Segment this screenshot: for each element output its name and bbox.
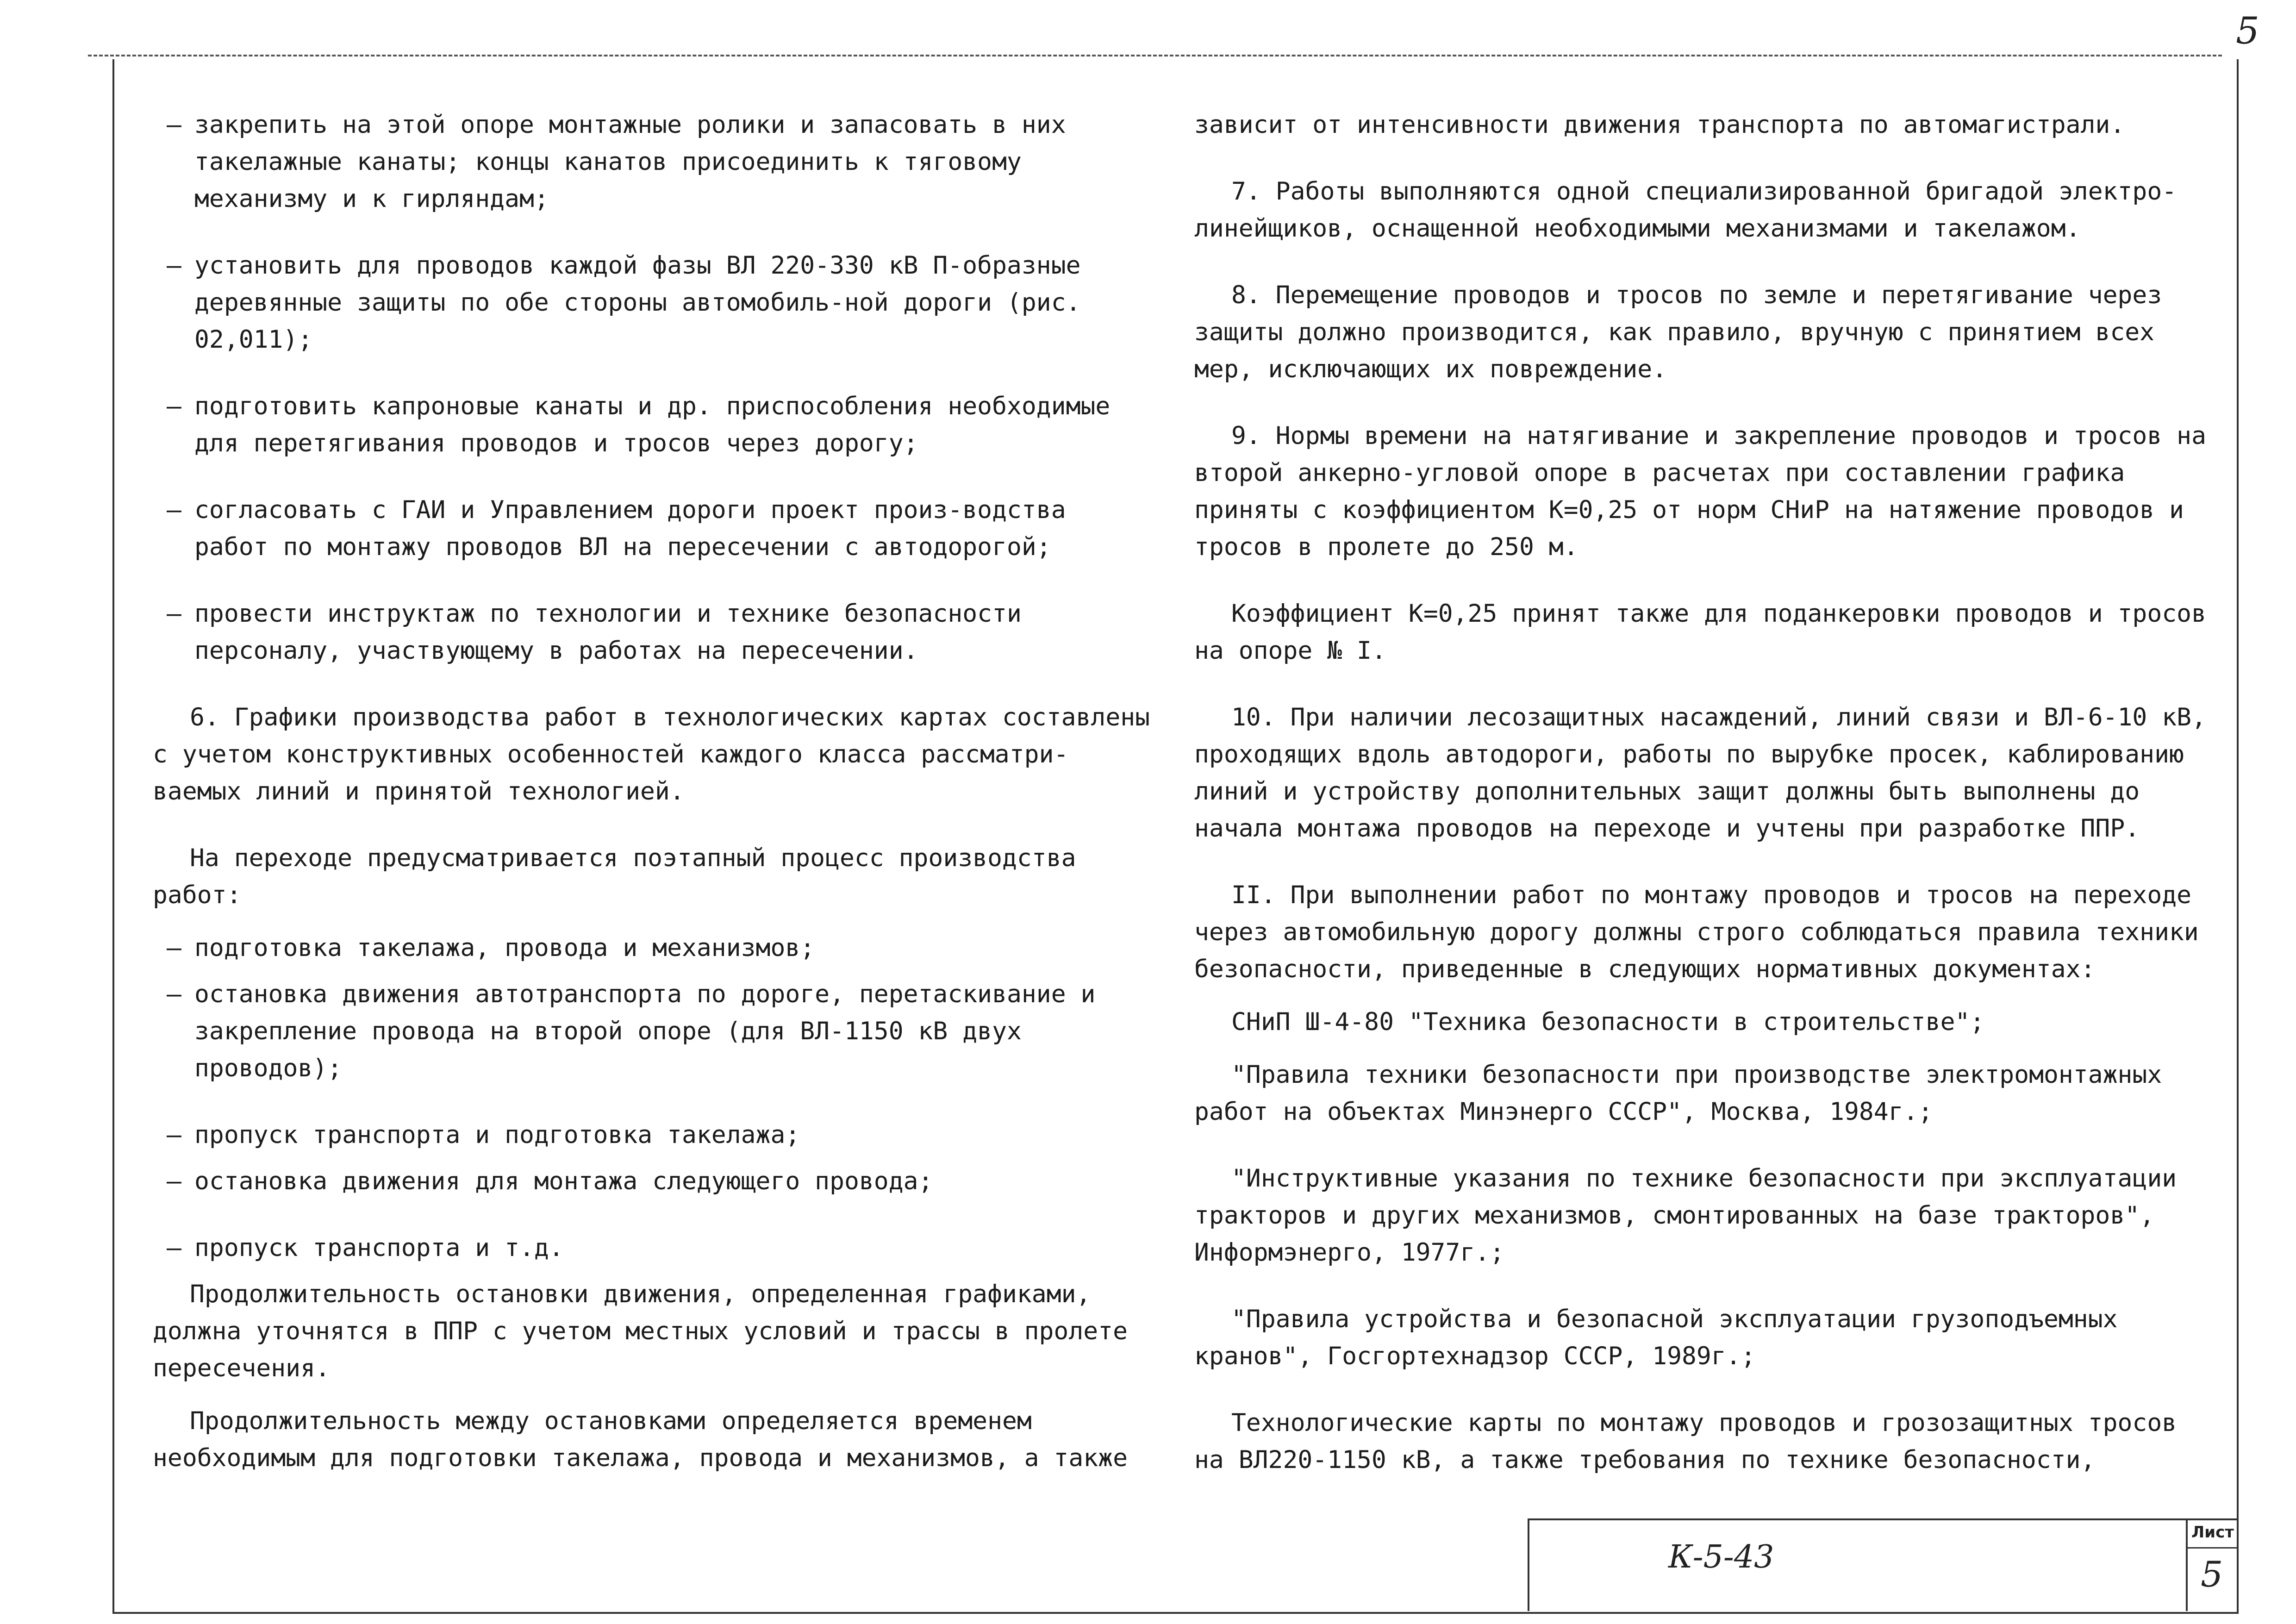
list-dash: – [167,392,181,420]
reference-crane-rules: "Правила устройства и безопасной эксплуатации грузоподъемных кранов", Госгортехнадзор СССР, 1989г.; [1194,1305,2118,1370]
paragraph-coefficient: Коэффициент К=0,25 принят также для поданкеровки проводов и тросов на опоре № I. [1194,600,2206,665]
list-dash: – [167,251,181,280]
list-item [153,492,1153,566]
list-dash: – [167,111,181,139]
paragraph-between-stops: Продолжительность между остановками определяется временем необходимым для подготовки такелажа, провода и механизмов, а также [153,1407,1128,1472]
paragraph-duration: Продолжительность остановки движения, определенная графиками, должна уточнятся в ППР с учетом местных условий и трассы в пролете пересечения. [153,1280,1128,1382]
sheet-number: 5 [2201,1554,2223,1595]
paragraph-10: 10. При наличии лесозащитных насаждений, линий связи и ВЛ-6-10 кВ, проходящих вдоль автодороги, работы по вырубке просек, каблированию линий и устройству дополнительных защит должны быть выполнены до начала монтажа проводов на переходе и учтены при разработке ППР. [1194,703,2206,843]
list-item-text: пропуск транспорта и т.д. [194,1234,564,1262]
list-item-text: подготовить капроновые канаты и др. приспособления необходимые для перетягивания проводов и тросов через дорогу; [194,392,1111,457]
reference-snip: СНиП Ш-4-80 "Техника безопасности в строительстве"; [1231,1008,1985,1036]
reference-tractor-instructions: "Инструктивные указания по технике безопасности при эксплуатации тракторов и других механизмов, смонтированных на базе тракторов", Информэнерго, 1977г.; [1194,1164,2177,1267]
corner-page-number: 5 [2236,9,2259,52]
list-item-text: согласовать с ГАИ и Управлением дороги проект произ-водства работ по монтажу проводов ВЛ на пересечении с автодорогой; [194,496,1066,561]
list-item [153,976,1153,1087]
paragraph-stages-intro: На переходе предусматривается поэтапный процесс производства работ: [153,844,1076,909]
list-item-text: закрепить на этой опоре монтажные ролики и запасовать в них такелажные канаты; концы канатов присоединить к тяговому механизму и к гирляндам; [194,111,1066,213]
list-item [153,1230,1153,1267]
list-item [153,1163,1153,1200]
list-item [153,247,1153,358]
sheet-label: Лист [2191,1523,2234,1542]
list-dash: – [167,980,181,1008]
list-dash: – [167,1234,181,1262]
list-item-text: провести инструктаж по технологии и технике безопасности персоналу, участвующему в работах на пересечении. [194,600,1022,665]
list-dash: – [167,1121,181,1149]
document-code: К-5-43 [1668,1539,1774,1575]
paragraph-tech-cards: Технологические карты по монтажу проводов и грозозащитных тросов на ВЛ220-1150 кВ, а также требования по технике безопасности, [1194,1409,2177,1474]
right-column [1194,106,2213,1508]
paragraph-7: 7. Работы выполняются одной специализированной бригадой электро-линейщиков, оснащенной необходимыми механизмами и такелажом. [1194,177,2177,243]
reference-electromontage-rules: "Правила техники безопасности при производстве электромонтажных работ на объектах Минэнерго СССР", Москва, 1984г.; [1194,1061,2162,1126]
left-column [153,106,1153,1506]
list-item-text: остановка движения автотранспорта по дороге, перетаскивание и закрепление провода на второй опоре (для ВЛ-1150 кВ двух проводов); [194,980,1096,1082]
list-dash: – [167,1167,181,1195]
list-item [153,1117,1153,1154]
paragraph-11: II. При выполнении работ по монтажу проводов и тросов на переходе через автомобильную дорогу должны строго соблюдаться правила техники безопасности, приведенные в следующих нормативных документах: [1194,881,2199,983]
title-block [1528,1518,2194,1611]
list-item [153,930,1153,967]
list-item-text: пропуск транспорта и подготовка такелажа; [194,1121,800,1149]
list-dash: – [167,600,181,628]
list-dash: – [167,496,181,524]
paragraph-6: 6. Графики производства работ в технологических картах составлены с учетом конструктивных особенностей каждого класса рассматри-ваемых линий и принятой технологией. [153,703,1150,806]
stages-list [153,930,1153,1267]
sheet-divider [2188,1547,2239,1549]
preparation-list [153,106,1153,669]
list-dash: – [167,934,181,962]
paragraph-8: 8. Перемещение проводов и тросов по земле и перетягивание через защиты должно производится, как правило, вручную с принятием всех мер, исключающих их повреждение. [1194,281,2162,383]
list-item [153,388,1153,462]
list-item [153,595,1153,669]
list-item [153,106,1153,218]
list-item-text: установить для проводов каждой фазы ВЛ 220-330 кВ П-образные деревянные защиты по обе стороны автомобиль-ной дороги (рис. 02,011); [194,251,1081,354]
sheet-box [2186,1518,2239,1611]
list-item-text: подготовка такелажа, провода и механизмов; [194,934,815,962]
paragraph-9: 9. Нормы времени на натягивание и закрепление проводов и тросов на второй анкерно-угловой опоре в расчетах при составлении графика приняты с коэффициентом К=0,25 от норм СНиР на натяжение проводов и тросов в пролете до 250 м. [1194,422,2206,561]
paragraph-continuation: зависит от интенсивности движения транспорта по автомагистрали. [1194,111,2125,139]
top-rule [88,55,2222,56]
list-item-text: остановка движения для монтажа следующего провода; [194,1167,933,1195]
